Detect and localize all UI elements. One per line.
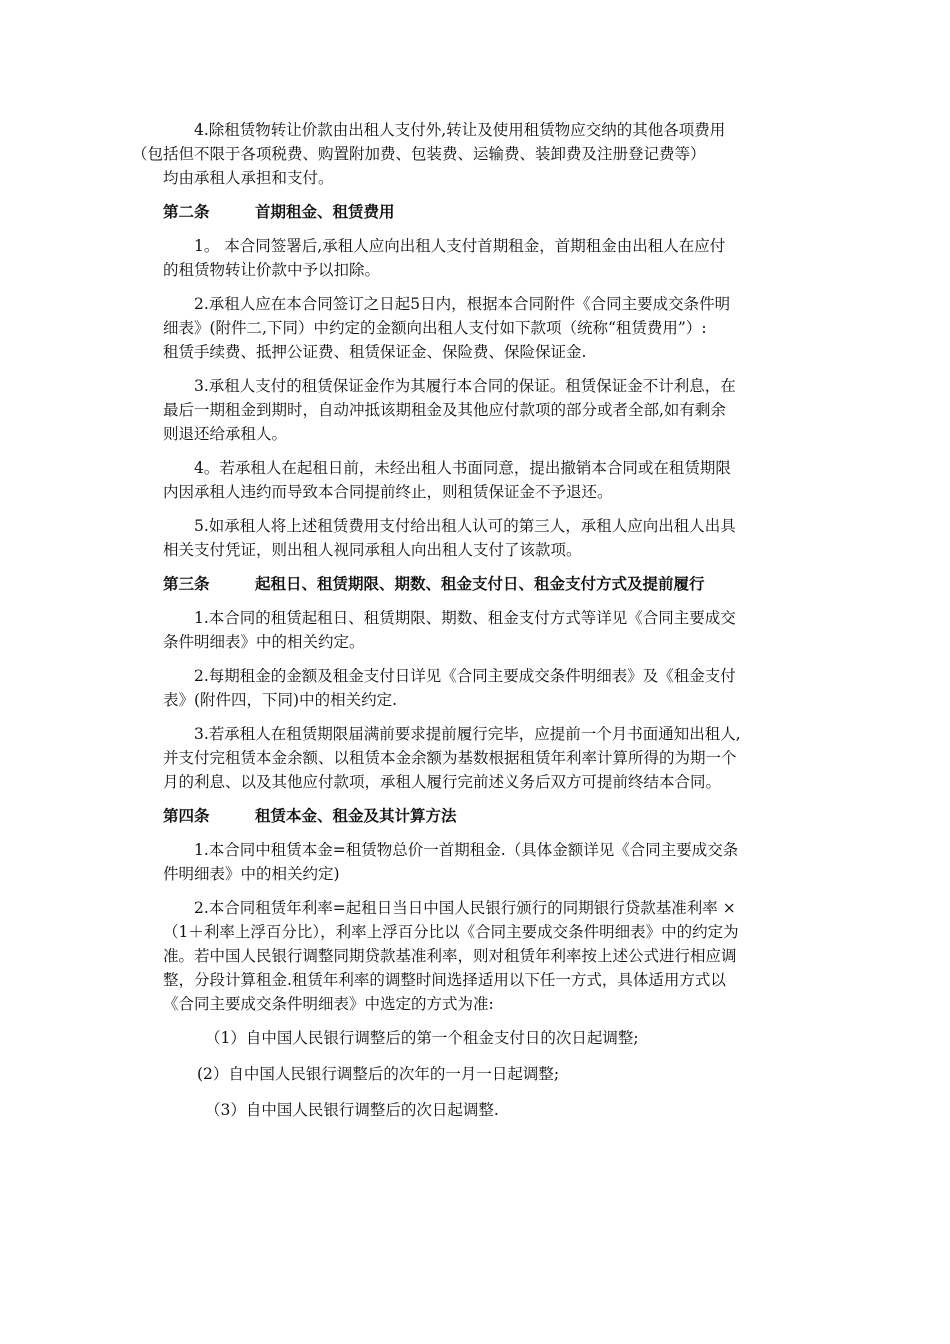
text-line: 整，分段计算租金.租赁年利率的调整时间选择适用以下任一方式，具体适用方式以: [163, 971, 726, 989]
text-line: 件明细表》中的相关约定): [163, 865, 340, 883]
rate-adjust-option-3: （3）自中国人民银行调整后的次日起调整.: [205, 1101, 499, 1119]
text-line: 最后一期租金到期时，自动冲抵该期租金及其他应付款项的部分或者全部,如有剩余: [163, 401, 726, 419]
clause-2-item-3: [163, 374, 793, 446]
text-line: 准。若中国人民银行调整同期贷款基准利率，则对租赁年利率按上述公式进行相应调: [163, 947, 737, 965]
article-title: 首期租金、租赁费用: [255, 203, 395, 221]
text-line: 条件明细表》中的相关约定。: [163, 633, 365, 651]
article-number: 第三条: [163, 575, 210, 593]
text-line: 相关支付凭证，则出租人视同承租人向出租人支付了该款项。: [163, 541, 582, 559]
text-line: 4。若承租人在起租日前，未经出租人书面同意，提出撤销本合同或在租赁期限: [194, 459, 731, 477]
rate-adjust-option-2: (2）自中国人民银行调整后的次年的一月一日起调整;: [197, 1065, 560, 1083]
clause-2-item-1: [163, 234, 793, 282]
text-line: 内因承租人违约而导致本合同提前终止，则租赁保证金不予退还。: [163, 483, 613, 501]
clause-2-item-2: [163, 292, 793, 364]
text-line: 2.本合同租赁年利率=起租日当日中国人民银行颁行的同期银行贷款基准利率 ×: [194, 899, 736, 917]
text-line: （1＋利率上浮百分比），利率上浮百分比以《合同主要成交条件明细表》中的约定为: [163, 923, 739, 941]
clause-2-item-4: [163, 456, 793, 504]
article-4-heading: [163, 804, 793, 828]
text-line: 细表》(附件二,下同）中约定的金额向出租人支付如下款项（统称“租赁费用”）:: [163, 319, 707, 337]
text-line: 并支付完租赁本金余额、以租赁本金余额为基数根据租赁年利率计算所得的为期一个: [163, 749, 737, 767]
text-line: 租赁手续费、抵押公证费、租赁保证金、保险费、保险保证金.: [163, 343, 587, 361]
text-line: 《合同主要成交条件明细表》中选定的方式为准:: [163, 995, 494, 1013]
article-2-heading: [163, 200, 793, 224]
text-line: 4.除租赁物转让价款由出租人支付外,转让及使用租赁物应交纳的其他各项费用: [194, 121, 726, 139]
text-line: 1.本合同的租赁起租日、租赁期限、期数、租金支付方式等详见《合同主要成交: [194, 609, 736, 627]
text-line: 表》(附件四，下同)中的相关约定.: [163, 691, 398, 709]
text-line: 5.如承租人将上述租赁费用支付给出租人认可的第三人，承租人应向出租人出具: [194, 517, 736, 535]
text-line: 的租赁物转让价款中予以扣除。: [163, 261, 381, 279]
contract-page: [132, 118, 793, 1134]
text-line: （包括但不限于各项税费、购置附加费、包装费、运输费、装卸费及注册登记费等）: [132, 145, 706, 163]
clause-1-item-4: [132, 118, 793, 190]
article-number: 第二条: [163, 203, 210, 221]
text-line: 1.本合同中租赁本金=租赁物总价一首期租金.（具体金额详见《合同主要成交条: [194, 841, 739, 859]
article-title: 租赁本金、租金及其计算方法: [255, 807, 457, 825]
clause-2-item-5: [163, 514, 793, 562]
text-line: 月的利息、以及其他应付款项，承租人履行完前述义务后双方可提前终结本合同。: [163, 773, 722, 791]
text-line: 3.承租人支付的租赁保证金作为其履行本合同的保证。租赁保证金不计利息，在: [194, 377, 736, 395]
clause-3-item-1: [163, 606, 793, 654]
text-line: 1。 本合同签署后,承租人应向出租人支付首期租金，首期租金由出租人在应付: [194, 237, 726, 255]
text-line: 3.若承租人在租赁期限届满前要求提前履行完毕，应提前一个月书面通知出租人,: [194, 725, 741, 743]
article-title: 起租日、租赁期限、期数、租金支付日、租金支付方式及提前履行: [255, 575, 705, 593]
clause-3-item-3: [163, 722, 793, 794]
clause-4-item-2: [163, 896, 793, 1016]
text-line: 2.承租人应在本合同签订之日起5日内，根据本合同附件《合同主要成交条件明: [194, 295, 731, 313]
article-3-heading: [163, 572, 793, 596]
clause-3-item-2: [163, 664, 793, 712]
text-line: 均由承租人承担和支付。: [163, 169, 334, 187]
text-line: 则退还给承租人。: [163, 425, 288, 443]
clause-4-item-1: [163, 838, 793, 886]
article-number: 第四条: [163, 807, 210, 825]
text-line: 2.每期租金的金额及租金支付日详见《合同主要成交条件明细表》及《租金支付: [194, 667, 736, 685]
rate-adjust-option-1: （1）自中国人民银行调整后的第一个租金支付日的次日起调整;: [205, 1029, 639, 1047]
